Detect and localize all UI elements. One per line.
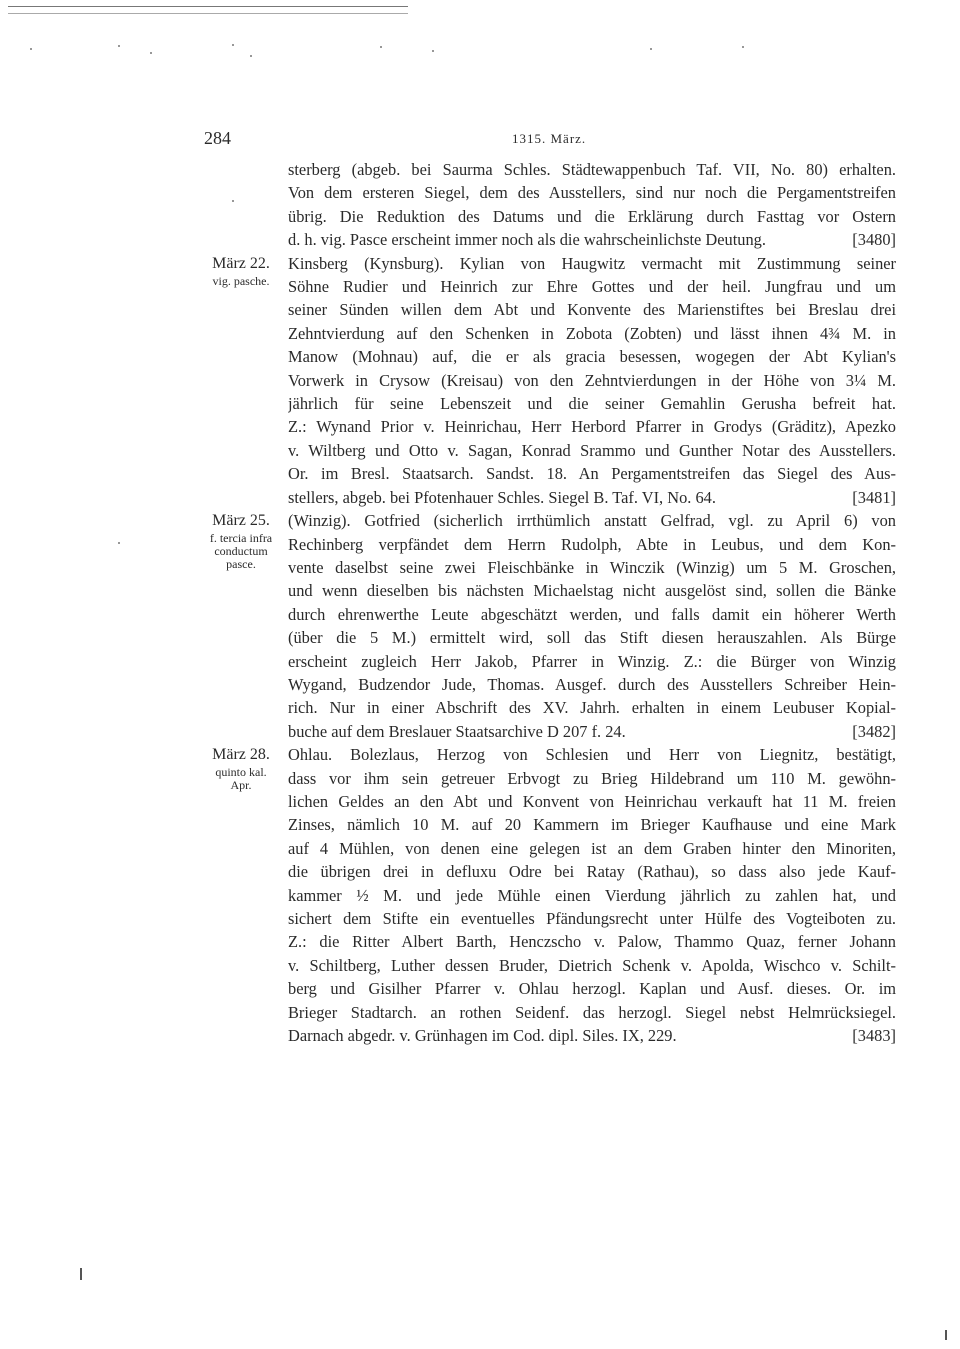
entry-3480-cont xyxy=(288,158,896,252)
line-text: auf 4 Mühlen, von denen eine gelegen ist an dem Graben hinter den Minoriten, xyxy=(288,838,896,858)
line-text: und wenn dieselben bis nächsten Michaelstag nicht ausgelöst sind, sollen die Bänke xyxy=(288,581,896,601)
page-header xyxy=(0,128,960,152)
line-text: Z.: die Ritter Albert Barth, Henczscho v. Palow, Thammo Quaz, ferner Johann xyxy=(288,932,896,952)
text-line xyxy=(288,415,896,438)
margin-date xyxy=(196,255,286,288)
text-line xyxy=(288,158,896,181)
text-line xyxy=(288,228,896,251)
line-text: Darnach abgedr. v. Grünhagen im Cod. dipl. Siles. IX, 229. xyxy=(288,1026,677,1046)
line-text: kammer ½ M. und jede Mühle einen Vierdung jährlich zu zahlen hat, und xyxy=(288,885,896,905)
page-number: 284 xyxy=(204,128,231,148)
line-text: durch ehrenwerthe Leute abgeschätzt werden, und falls damit ein höherer Werth xyxy=(288,604,896,624)
text-line xyxy=(288,252,896,275)
text-line xyxy=(288,392,896,415)
line-text: Kinsberg (Kynsburg). Kylian von Haugwitz vermacht mit Zustimmung seiner xyxy=(288,253,896,273)
line-text: Or. im Bresl. Staatsarch. Sandst. 18. An Pergamentstreifen das Siegel des Aus- xyxy=(288,464,896,484)
text-line xyxy=(288,345,896,368)
entry-3481 xyxy=(288,252,896,509)
text-line xyxy=(288,533,896,556)
entry-reference-number: [3483] xyxy=(852,1026,896,1046)
text-line xyxy=(288,813,896,836)
entry-3483 xyxy=(288,743,896,1047)
scan-edge-line xyxy=(8,6,408,14)
margin-feast-note: Apr. xyxy=(230,778,252,792)
line-text: Wygand, Budzendor Jude, Thomas. Ausgef. durch des Ausstellers Schreiber Hein- xyxy=(288,674,896,694)
line-text: vente daselbst seine zwei Fleischbänke in Winczik (Winzig) um 5 M. Groschen, xyxy=(288,557,896,577)
line-text: rich. Nur in einer Abschrift des XV. Jahrh. erhalten in einem Leubuser Kopial- xyxy=(288,698,896,718)
text-line xyxy=(288,439,896,462)
line-text: sichert dem Stifte ein eventuelles Pfändungsrecht unter Hülfe des Vogteiboten zu. xyxy=(288,909,896,928)
line-text: (Winzig). Gotfried (sicherlich irrthümlich anstatt Gelfrad, vgl. zu April 6) von xyxy=(288,511,896,531)
margin-date xyxy=(196,746,286,792)
text-line xyxy=(288,322,896,345)
margin-date xyxy=(196,512,286,571)
line-text: d. h. vig. Pasce erscheint immer noch als die wahrscheinlichste Deutung. xyxy=(288,230,766,250)
line-text: Manow (Mohnau) auf, die er als gracia besessen, wogegen der Abt Kylian's xyxy=(288,347,896,367)
text-line xyxy=(288,486,896,509)
text-line xyxy=(288,205,896,228)
margin-feast-note: conductum xyxy=(214,544,268,558)
running-head: 1315. März. xyxy=(512,131,587,146)
line-text: jährlich für seine Lebenszeit und die seiner Gemahlin Gerusha befreit hat. xyxy=(288,394,896,414)
margin-date-label: März 22. xyxy=(212,254,270,272)
text-line xyxy=(288,907,896,930)
line-text: v. Schiltberg, Luther dessen Bruder, Dietrich Schenk v. Apolda, Wischco v. Schilt- xyxy=(288,955,896,975)
line-text: Z.: Wynand Prior v. Heinrichau, Herr Herbord Pfarrer in Grodys (Gräditz), Apezko xyxy=(288,417,896,437)
text-line xyxy=(288,930,896,953)
line-text: dass vor ihm sein getreuer Erbvogt zu Brieg Hildebrand um 110 M. gewöhn- xyxy=(288,768,896,788)
line-text: Zehntvierdung auf den Schenken in Zobota (Zobten) und lässt ihnen 4¾ M. in xyxy=(288,323,896,343)
line-text: berg und Gisilher Pfarrer v. Ohlau herzogl. Kaplan und Ausf. dieses. Or. im xyxy=(288,979,896,999)
text-line xyxy=(288,579,896,602)
text-line xyxy=(288,743,896,766)
line-text: Vorwerk in Crysow (Kreisau) von den Zehntvierdungen in der Höhe von 3¼ M. xyxy=(288,370,896,390)
margin-date-label: März 25. xyxy=(212,512,270,529)
line-text: sterberg (abgeb. bei Saurma Schles. Städtewappenbuch Taf. VII, No. 80) erhalten. xyxy=(288,160,896,179)
text-line xyxy=(288,181,896,204)
line-text: Brieger Stadtarch. an rothen Seidenf. das herzogl. Siegel nebst Helmrücksiegel. xyxy=(288,1002,896,1022)
line-text: die übrigen drei in defluxu Odre bei Ratay (Rathau), so dass also jede Kauf- xyxy=(288,862,896,882)
line-text: übrig. Die Reduktion des Datums und die Erklärung durch Fasttag vor Ostern xyxy=(288,206,896,226)
text-line xyxy=(288,556,896,579)
text-line xyxy=(288,884,896,907)
text-line xyxy=(288,767,896,790)
text-line xyxy=(288,369,896,392)
text-line xyxy=(288,696,896,719)
line-text: Zinses, nämlich 10 M. auf 20 Kammern im Brieger Kaufhause und eine Mark xyxy=(288,815,896,835)
entry-reference-number: [3481] xyxy=(852,487,896,507)
text-line xyxy=(288,673,896,696)
text-line xyxy=(288,954,896,977)
line-text: v. Wiltberg und Otto v. Sagan, Konrad Srammo und Gunther Notar des Ausstellers. xyxy=(288,440,896,460)
text-line xyxy=(288,275,896,298)
line-text: (über die 5 M.) ermittelt wird, soll das Stift diesen herauszahlen. Als Bürge xyxy=(288,628,896,648)
text-line xyxy=(288,298,896,321)
text-line xyxy=(288,462,896,485)
line-text: seiner Sünden willen dem Abt und Konvente des Marienstiftes bei Breslau drei xyxy=(288,300,896,320)
line-text: lichen Geldes an den Abt und Konvent von Heinrichau verkauft hat 11 M. freien xyxy=(288,791,896,811)
text-line xyxy=(288,860,896,883)
body-text xyxy=(288,158,896,1047)
text-line xyxy=(288,603,896,626)
margin-feast-note: quinto kal. xyxy=(215,765,267,779)
entry-reference-number: [3482] xyxy=(852,721,896,741)
line-text: Von dem ersteren Siegel, dem des Ausstellers, sind nur noch die Pergamentstreifen xyxy=(288,183,896,203)
margin-feast-note: pasce. xyxy=(226,557,256,571)
margin-feast-note: vig. pasche. xyxy=(212,273,270,288)
text-line xyxy=(288,977,896,1000)
margin-date-label: März 28. xyxy=(212,746,270,763)
text-line xyxy=(288,650,896,673)
line-text: stellers, abgeb. bei Pfotenhauer Schles. Siegel B. Taf. VI, No. 64. xyxy=(288,487,716,507)
text-line xyxy=(288,790,896,813)
line-text: buche auf dem Breslauer Staatsarchive D 207 f. 24. xyxy=(288,721,626,741)
text-line xyxy=(288,1001,896,1024)
text-line xyxy=(288,1024,896,1047)
line-text: Söhne Rudier und Heinrich zur Ehre Gottes und der heil. Jungfrau und um xyxy=(288,277,896,297)
text-line xyxy=(288,837,896,860)
margin-feast-note: f. tercia infra xyxy=(209,531,273,545)
text-line xyxy=(288,509,896,532)
text-line xyxy=(288,626,896,649)
entry-3482 xyxy=(288,509,896,743)
line-text: Ohlau. Bolezlaus, Herzog von Schlesien und Herr von Liegnitz, bestätigt, xyxy=(288,745,896,765)
text-line xyxy=(288,720,896,743)
line-text: erscheint zugleich Herr Jakob, Pfarrer in Winzig. Z.: die Bürger von Winzig xyxy=(288,651,896,671)
entry-reference-number: [3480] xyxy=(852,230,896,250)
line-text: Rechinberg verpfändet dem Herrn Rudolph, Abte in Leubus, und dem Kon- xyxy=(288,534,896,554)
